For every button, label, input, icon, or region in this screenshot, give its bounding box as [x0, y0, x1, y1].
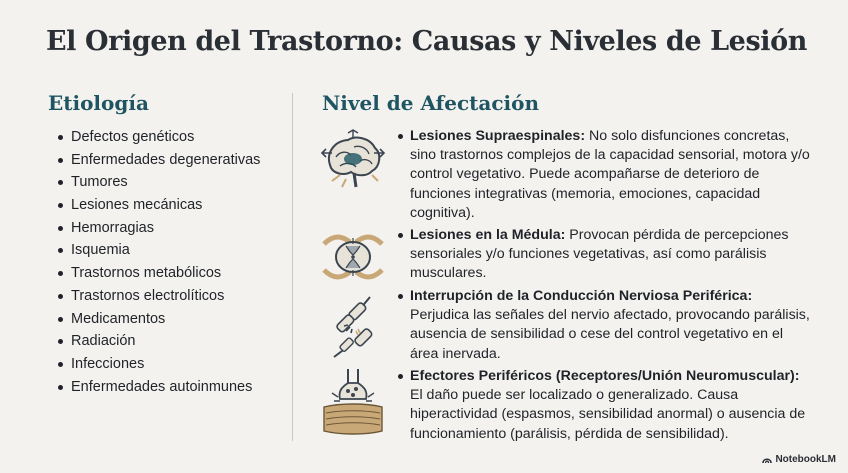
list-item: Enfermedades degenerativas: [56, 151, 271, 170]
nivel-term: Lesiones en la Médula:: [410, 227, 570, 243]
nivel-desc: El daño puede ser localizado o generalizado. Causa hiperactividad (espasmos, sensibilidad anormal) o ausencia de funcionamiento (parálisis, pérdida de sensibilidad).: [410, 387, 806, 442]
list-item: Medicamentos: [56, 310, 271, 329]
etiologia-heading: Etiología: [48, 91, 149, 115]
list-item: Enfermedades autoinmunes: [56, 378, 271, 397]
nivel-term: Efectores Periféricos (Receptores/Unión Neuromuscular):: [410, 368, 800, 384]
brand-logo: [762, 454, 836, 465]
nivel-term: Interrupción de la Conducción Nerviosa Periférica:: [410, 288, 753, 304]
nivel-text: [410, 287, 815, 364]
list-item: Trastornos electrolíticos: [56, 287, 271, 306]
list-item: Radiación: [56, 332, 271, 351]
page-title: El Origen del Trastorno: Causas y Niveles de Lesión: [46, 26, 807, 57]
etiologia-list: [56, 128, 271, 400]
brand-label: NotebookLM: [775, 454, 836, 465]
neuromuscular-junction-icon: [320, 369, 386, 435]
column-divider: [292, 93, 293, 441]
nivel-desc: Provocan pérdida de percepciones sensoriales y/o funciones vegetativas, así como parálisis musculares.: [410, 227, 789, 282]
broken-nerve-icon: [320, 293, 386, 359]
list-item: Infecciones: [56, 355, 271, 374]
nivel-text: [410, 367, 815, 444]
list-item: Defectos genéticos: [56, 128, 271, 147]
nivel-desc: No solo disfunciones concretas, sino trastornos complejos de la capacidad sensorial, motora y/o control vegetativo. Puede acompañarse de deterioro de funciones integrativas (memoria, emociones, capacidad cognitiva).: [410, 128, 810, 221]
nivel-text: [410, 127, 815, 223]
list-item: Lesiones mecánicas: [56, 196, 271, 215]
nivel-heading: Nivel de Afectación: [322, 91, 539, 115]
list-item: Tumores: [56, 173, 271, 192]
list-item: Isquemia: [56, 241, 271, 260]
notebooklm-icon: [762, 456, 772, 464]
nivel-term: Lesiones Supraespinales:: [410, 128, 589, 144]
list-item: Hemorragias: [56, 219, 271, 238]
list-item: Trastornos metabólicos: [56, 264, 271, 283]
brain-icon: [320, 129, 386, 195]
nivel-text: [410, 226, 815, 284]
spinal-cord-icon: [320, 224, 386, 290]
nivel-desc: Perjudica las señales del nervio afectado, provocando parálisis, ausencia de sensibilidad o cese del control vegetativo en el área inervada.: [410, 307, 810, 362]
